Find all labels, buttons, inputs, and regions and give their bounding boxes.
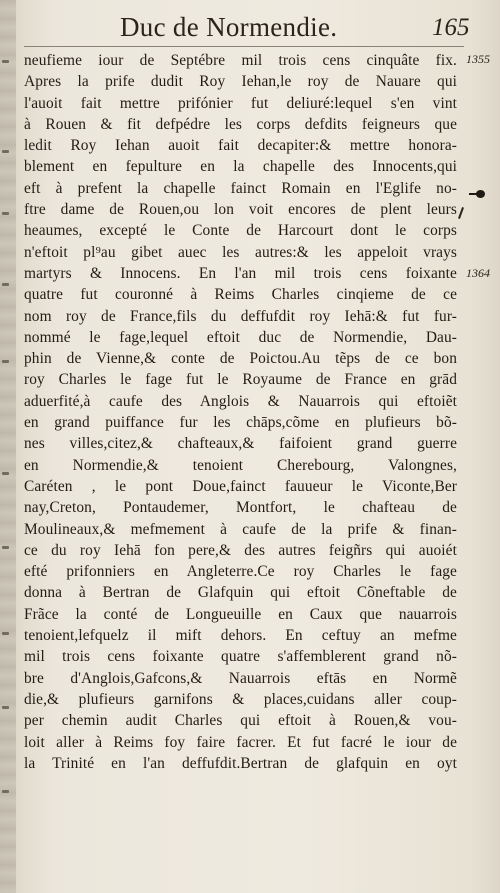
margin-year-note: 1364	[466, 266, 490, 280]
text-line: en grand puiffance fur les chāps,cõme en plufieurs bõ-	[24, 414, 457, 432]
text-line: à Rouen & fit defpédre les corps defdits feigneurs que	[24, 115, 457, 133]
pointing-hand-icon	[476, 190, 485, 198]
text-line: nay,Creton, Pontaudemer, Montfort, le chafteau de	[24, 499, 457, 517]
text-line: efté prifonniers en Angleterre.Ce roy Charles le fage	[24, 563, 457, 581]
text-line: la Trinité en l'an deffufdit.Bertran de glafquin en oyt	[24, 754, 457, 772]
text-line: Caréten , le pont Doue,fainct fauueur le Viconte,Ber	[24, 477, 457, 495]
margin-tick-mark	[458, 207, 464, 219]
text-line: Moulineaux,& mefmement à caufe de la prife & finan-	[24, 520, 457, 538]
page-number: 165	[432, 14, 470, 41]
gutter-mark	[2, 283, 9, 286]
gutter-mark	[2, 472, 9, 475]
gutter-mark	[2, 150, 9, 153]
text-line: die,& plufieurs garnifons & places,cuidans aller coup-	[24, 690, 457, 708]
text-line: roy Charles le fage fut le Royaume de France en grād	[24, 371, 457, 389]
text-line: l'auoit fait mettre prifónier fut deliuré:lequel s'en vint	[24, 94, 457, 112]
gutter-mark	[2, 632, 9, 635]
text-line: heaumes, excepté le Conte de Harcourt dont le corps	[24, 222, 457, 240]
gutter-mark	[2, 212, 9, 215]
text-line: nom roy de France,fils du deffufdit roy Iehā:& fut fur-	[24, 307, 457, 325]
text-line: per chemin audit Charles qui eftoit à Rouen,& vou-	[24, 712, 457, 730]
text-line: quatre fut couronné à Reims Charles cinqieme de ce	[24, 286, 457, 304]
text-line: blement en fepulture en la chapelle des Innocents,qui	[24, 158, 457, 176]
gutter-mark	[2, 546, 9, 549]
gutter-mark	[2, 360, 9, 363]
text-line: ftre dame de Rouen,ou lon voit encores de plent leurs	[24, 201, 457, 219]
gutter-mark	[2, 790, 9, 793]
text-line: ce du roy Iehā fon pere,& des autres feigñrs qui auoiét	[24, 541, 457, 559]
text-line: Apres la prife dudit Roy Iehan,le roy de Nauare qui	[24, 73, 457, 91]
text-line: ledit Roy Iehan auoit fait decapiter:& mettre honora-	[24, 137, 457, 155]
text-line: tenoient,lefquelz il mift dehors. En ceftuy an mefme	[24, 627, 457, 645]
text-line: loit aller à Reims foy faire facrer. Et fut facré le iour de	[24, 733, 457, 751]
binding-gutter	[0, 0, 16, 893]
text-line: neufieme iour de Septébre mil trois cens cinquâte fix.	[24, 52, 457, 69]
text-line: n'eftoit pl⁹au gibet auec les autres:& les appeloit vrays	[24, 243, 457, 261]
text-line: aduerfité,à caufe des Anglois & Nauarrois qui eftoiẽt	[24, 392, 457, 410]
text-line: phin de Vienne,& conte de Poictou.Au tẽps de ce bon	[24, 350, 457, 368]
text-line: Frãce la conté de Longueuille en Caux que nauarrois	[24, 605, 457, 623]
body-text	[24, 50, 457, 774]
running-head: Duc de Normendie.	[120, 12, 338, 42]
text-line: nes villes,citez,& chafteaux,& faifoient grand guerre	[24, 435, 457, 453]
gutter-mark	[2, 60, 9, 63]
text-line: mil trois cens foixante quatre s'affemblerent grand nõ-	[24, 648, 457, 666]
header-rule	[24, 46, 464, 47]
gutter-mark	[2, 706, 9, 709]
text-line: eft à prefent la chapelle fainct Romain en l'Eglife no-	[24, 179, 457, 197]
text-line: martyrs & Innocens. En l'an mil trois cens foixante	[24, 264, 457, 282]
text-line: donna à Bertran de Glafquin qui eftoit Cõneftable de	[24, 584, 457, 602]
text-line: bre d'Anglois,Gafcons,& Nauarrois eftās en Normẽ	[24, 669, 457, 687]
text-line: en Normendie,& tenoient Cherebourg, Valongnes,	[24, 456, 457, 474]
margin-year-note: 1355	[466, 52, 490, 66]
text-line: nommé le fage,lequel eftoit duc de Normendie, Dau-	[24, 328, 457, 346]
